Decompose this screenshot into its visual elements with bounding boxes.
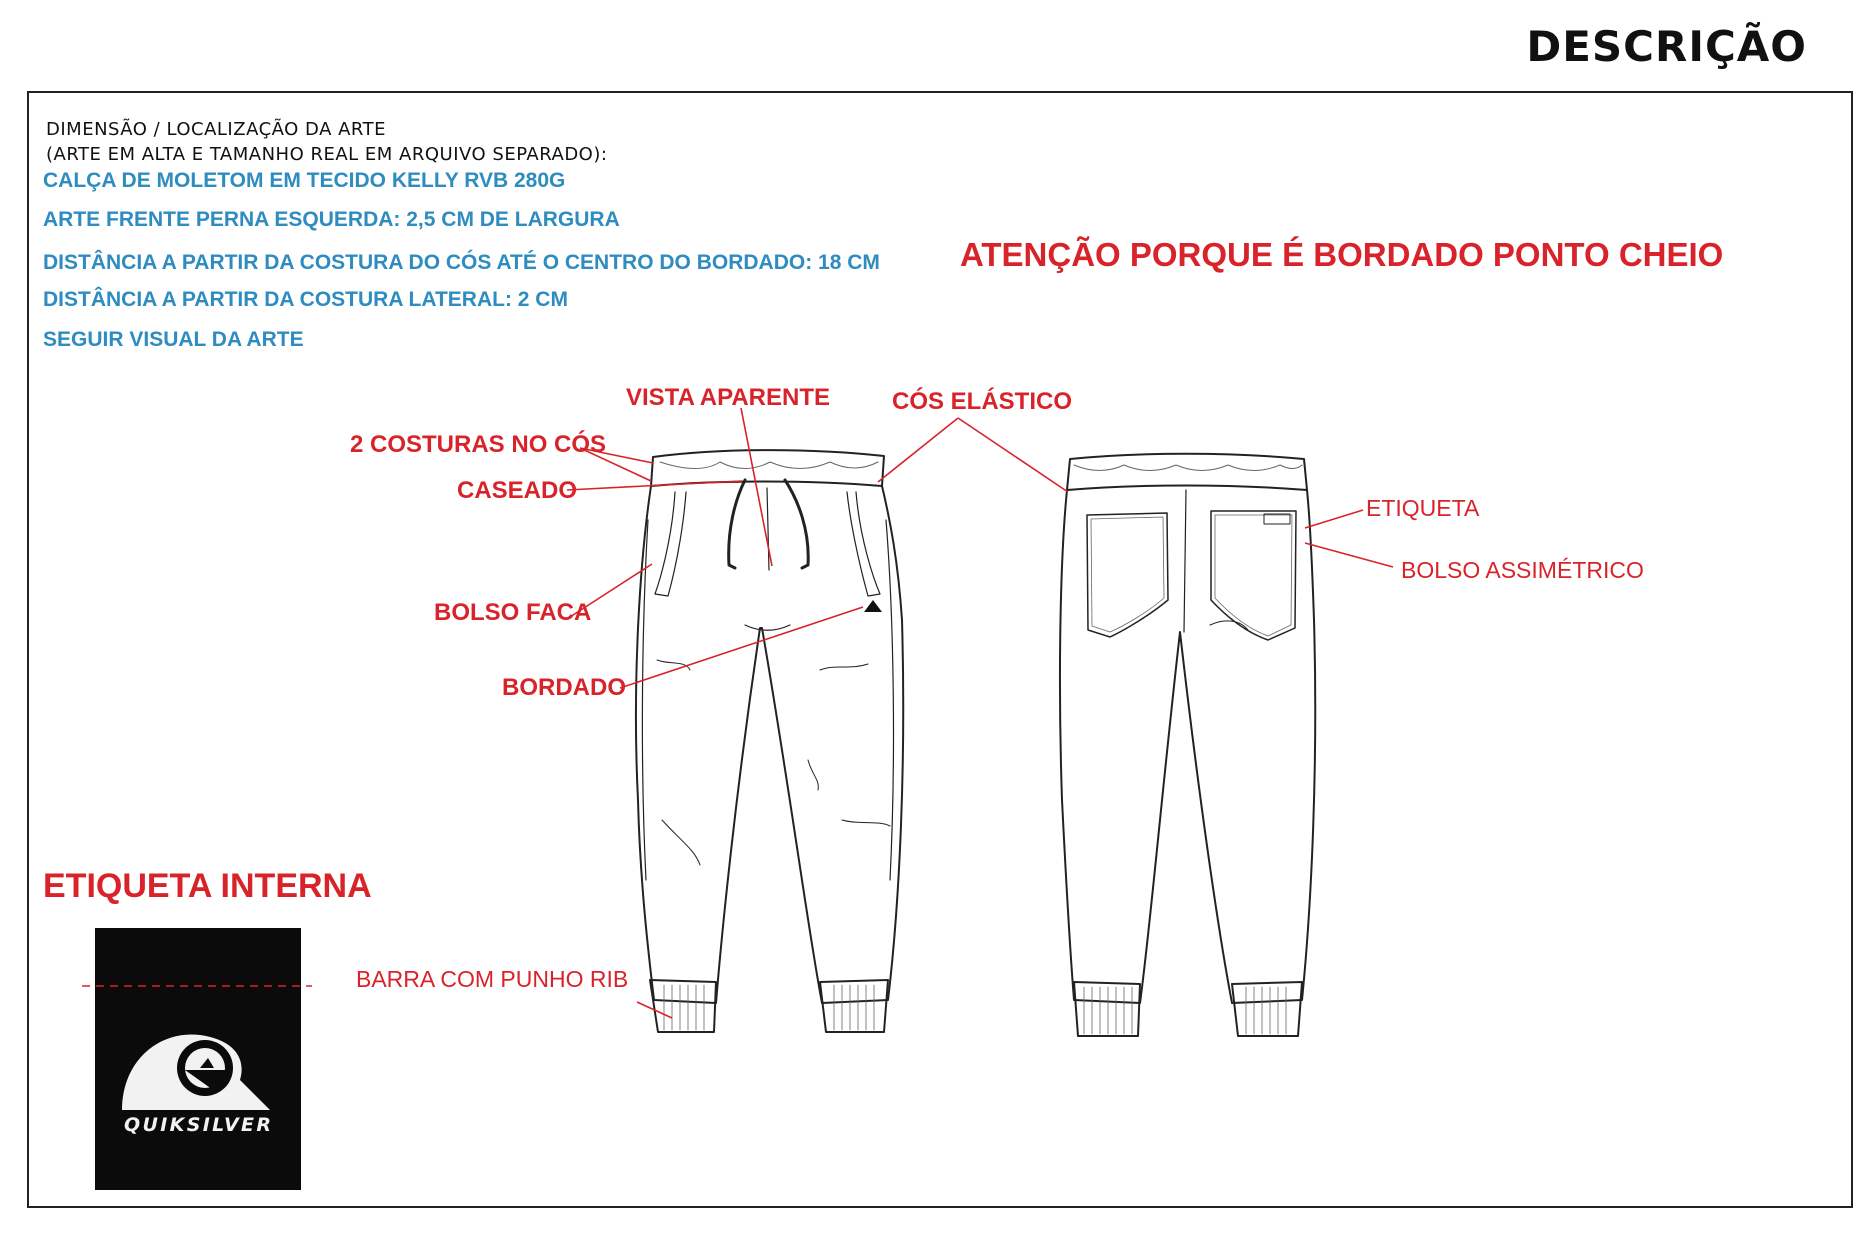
line-bordado [620, 607, 863, 688]
line-bolso-assimetrico [1305, 543, 1393, 567]
callout-bolso-assimetrico: BOLSO ASSIMÉTRICO [1401, 557, 1644, 583]
spec-distance-side: DISTÂNCIA A PARTIR DA COSTURA LATERAL: 2 CM [43, 288, 568, 311]
internal-label-title: ETIQUETA INTERNA [43, 867, 372, 905]
callout-etiqueta: ETIQUETA [1366, 495, 1480, 521]
callout-caseado: CASEADO [457, 477, 578, 504]
svg-text:QUIKSILVER: QUIKSILVER [124, 1114, 272, 1136]
front-pants-drawing [636, 450, 903, 1032]
header-line-1: DIMENSÃO / LOCALIZAÇÃO DA ARTE [46, 119, 386, 140]
callout-lines [567, 408, 1393, 1018]
line-cos-elastico-front [878, 418, 958, 482]
callout-costuras-cos: 2 COSTURAS NO CÓS [350, 431, 607, 458]
spec-distance-waist: DISTÂNCIA A PARTIR DA COSTURA DO CÓS ATÉ O CENTRO DO BORDADO: 18 CM [43, 251, 880, 274]
line-caseado [567, 481, 742, 490]
embroidery-warning: ATENÇÃO PORQUE É BORDADO PONTO CHEIO [960, 236, 1724, 273]
callout-cos-elastico: CÓS ELÁSTICO [892, 388, 1073, 415]
line-etiqueta [1305, 510, 1363, 528]
spec-fabric: CALÇA DE MOLETOM EM TECIDO KELLY RVB 280G [43, 169, 566, 192]
callout-barra-punho: BARRA COM PUNHO RIB [356, 966, 629, 992]
page-title: DESCRIÇÃO [1526, 22, 1807, 71]
line-vista-aparente [741, 408, 772, 566]
callout-bolso-faca: BOLSO FACA [434, 599, 592, 626]
spec-follow-art: SEGUIR VISUAL DA ARTE [43, 328, 304, 351]
line-cos-elastico-back [958, 418, 1068, 492]
internal-label-patch [82, 928, 312, 1190]
callout-vista-aparente: VISTA APARENTE [626, 384, 831, 411]
spec-art-width: ARTE FRENTE PERNA ESQUERDA: 2,5 CM DE LARGURA [43, 208, 620, 231]
embroidery-mark [864, 600, 882, 612]
header-line-2: (ARTE EM ALTA E TAMANHO REAL EM ARQUIVO SEPARADO): [46, 144, 608, 165]
callout-bordado: BORDADO [502, 674, 626, 701]
back-pants-drawing [1060, 454, 1315, 1036]
